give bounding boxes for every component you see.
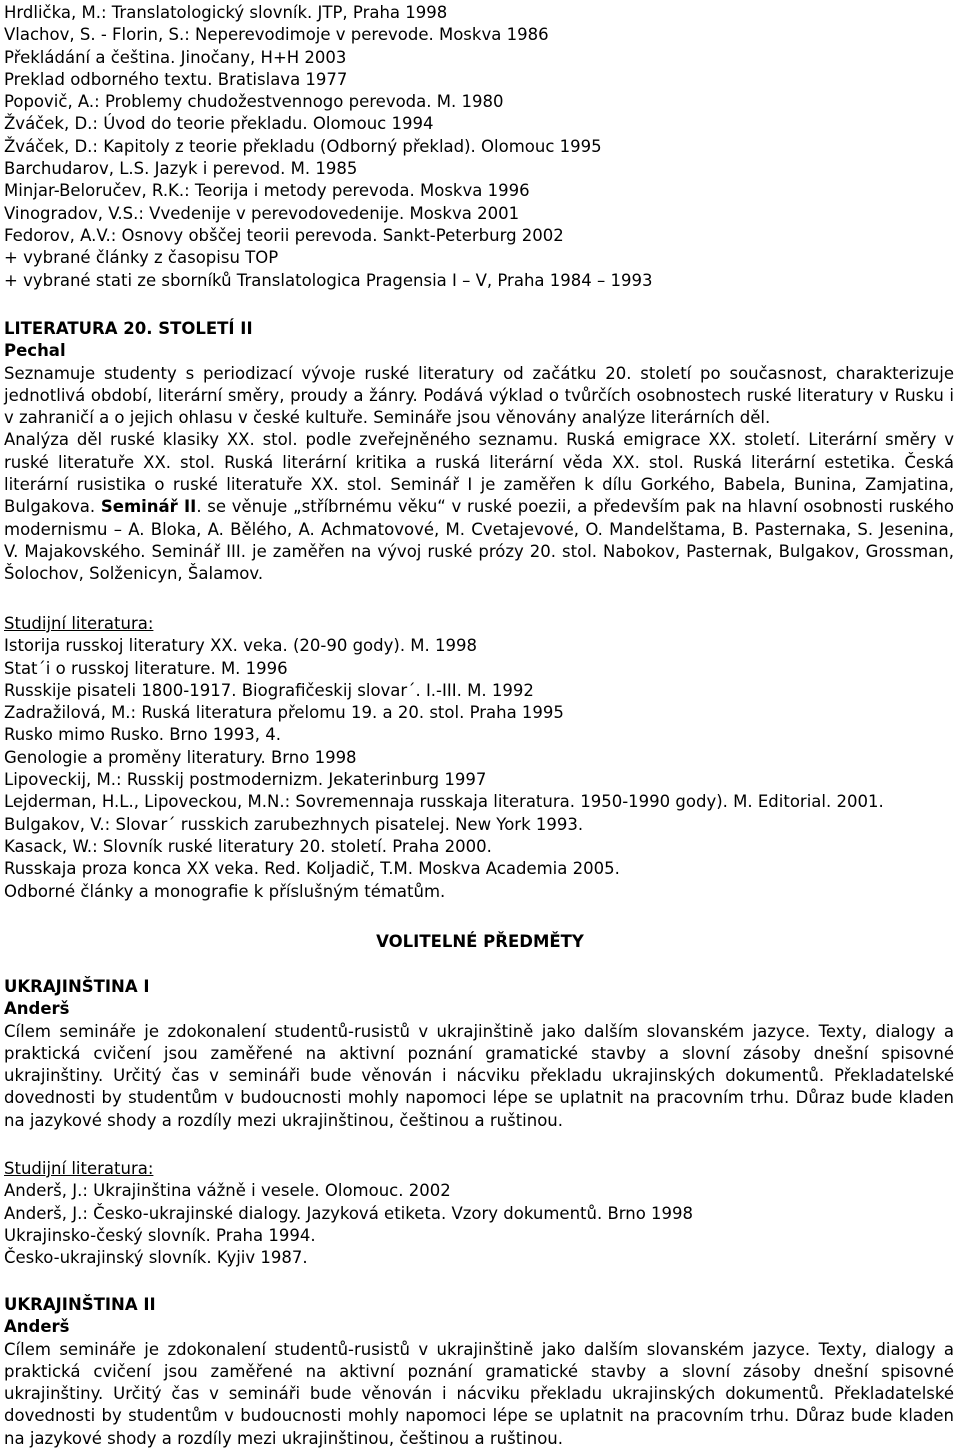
study-literature-lit20 [4, 613, 954, 903]
reference-item: Kasack, W.: Slovník ruské literatury 20. století. Praha 2000. [4, 836, 492, 856]
section-ukrajinstina-1 [4, 976, 954, 1132]
reference-item: Popovič, A.: Problemy chudožestvennogo perevoda. M. 1980 [4, 92, 504, 112]
section-heading: UKRAJINŠTINA II [4, 1295, 156, 1314]
study-literature-ukr1 [4, 1158, 954, 1269]
reference-item: Ukrajinsko-český slovník. Praha 1994. [4, 1225, 316, 1245]
reference-item: Anderš, J.: Česko-ukrajinské dialogy. Jazyková etiketa. Vzory dokumentů. Brno 1998 [4, 1203, 694, 1223]
reference-item: Barchudarov, L.S. Jazyk i perevod. M. 1985 [4, 159, 358, 179]
reference-item: Překládání a čeština. Jinočany, H+H 2003 [4, 47, 347, 67]
reference-item: Lipoveckij, M.: Russkij postmodernizm. Jekaterinburg 1997 [4, 770, 487, 790]
reference-item: Zadražilová, M.: Ruská literatura přelomu 19. a 20. stol. Praha 1995 [4, 703, 564, 723]
teacher-name: Pechal [4, 341, 66, 361]
study-literature-label: Studijní literatura: [4, 614, 154, 633]
teacher-name: Anderš [4, 1317, 70, 1337]
reference-item: Česko-ukrajinský slovník. Kyjiv 1987. [4, 1248, 308, 1268]
course-description: Seznamuje studenty s periodizací vývoje ruské literatury od začátku 20. století po současnost, charakterizuje jednotlivá období, literární směry, proudy a žánry. Podává výklad o tvůrčích osobnostech ruské literatury v Rusku i v zahraničí a o jejich ohlasu v české kultuře. Semináře jsou věnovány analýze literárních děl. [4, 363, 954, 428]
course-description: Cílem semináře je zdokonalení studentů-rusistů v ukrajinštině jako dalším slovanském jazyce. Texty, dialogy a praktická cvičení jsou zaměřené na aktivní poznání gramatické stavby a slovní zásoby dnešní spisovné ukrajinštiny. Určitý čas v semináři bude věnován i nácviku překladu ukrajinských dokumentů. Překladatelské dovednosti by studentům v budoucnosti mohly napomoci lépe se uplatnit na pracovním trhu. Důraz bude kladen na jazykové shody a rozdíly mezi ukrajinštinou, češtinou a ruštinou. [4, 1339, 954, 1448]
section-literatura-20 [4, 318, 954, 586]
reference-item: Anderš, J.: Ukrajinština vážně i vesele. Olomouc. 2002 [4, 1181, 451, 1201]
reference-item: Odborné články a monografie k příslušným tématům. [4, 881, 446, 901]
reference-item: Žváček, D.: Úvod do teorie překladu. Olomouc 1994 [4, 114, 434, 134]
reference-item: Vlachov, S. - Florin, S.: Neperevodimoje v perevode. Moskva 1986 [4, 25, 549, 45]
teacher-name: Anderš [4, 999, 70, 1019]
reference-item: Minjar-Beloručev, R.K.: Teorija i metody perevoda. Moskva 1996 [4, 181, 530, 201]
reference-item: Preklad odborného textu. Bratislava 1977 [4, 69, 348, 89]
reference-item: Istorija russkoj literatury XX. veka. (20-90 gody). M. 1998 [4, 636, 478, 656]
reference-item: Lejderman, H.L., Lipoveckou, M.N.: Sovremennaja russkaja literatura. 1950-1990 gody). M. Editorial. 2001. [4, 792, 884, 812]
reference-item: + vybrané články z časopisu TOP [4, 248, 279, 268]
reference-item: Genologie a proměny literatury. Brno 1998 [4, 747, 357, 767]
section-ukrajinstina-2 [4, 1294, 954, 1450]
section-heading: UKRAJINŠTINA I [4, 977, 150, 996]
reference-item: Fedorov, A.V.: Osnovy obščej teorii perevoda. Sankt-Peterburg 2002 [4, 225, 564, 245]
seminar-2-label: Seminář II [100, 497, 197, 517]
seminar-description [4, 429, 954, 585]
reference-item: + vybrané stati ze sborníků Translatologica Pragensia I – V, Praha 1984 – 1993 [4, 270, 653, 290]
reference-item: Žváček, D.: Kapitoly z teorie překladu (Odborný překlad). Olomouc 1995 [4, 136, 602, 156]
reference-item: Vinogradov, V.S.: Vvedenije v perevodovedenije. Moskva 2001 [4, 203, 520, 223]
reference-item: Rusko mimo Rusko. Brno 1993, 4. [4, 725, 282, 745]
section-heading: LITERATURA 20. STOLETÍ II [4, 319, 253, 338]
reference-item: Hrdlička, M.: Translatologický slovník. JTP, Praha 1998 [4, 3, 448, 22]
volitelne-heading: VOLITELNÉ PŘEDMĚTY [376, 932, 584, 951]
reference-item: Russkaja proza konca XX veka. Red. Koljadič, T.M. Moskva Academia 2005. [4, 859, 620, 879]
seminars-rest: . se věnuje „stříbrnému věku“ v ruské poezii, a především pak na hlavní osobnosti ruského modernismu – A. Bloka, A. Bělého, A. Achmatovové, M. Cvetajevové, O. Mandelštama, B. Pasternaka, S. Jesenina, V. Majakovského. Seminář III. je zaměřen na vývoj ruské prózy 20. stol. Nabokov, Pasternak, Bulgakov, Grossman, Šolochov, Solženicyn, Šalamov. [4, 497, 955, 584]
reference-list [4, 2, 954, 292]
reference-item: Stat´i o russkoj literature. M. 1996 [4, 658, 288, 678]
reference-item: Bulgakov, V.: Slovar´ russkich zarubezhnych pisatelej. New York 1993. [4, 814, 584, 834]
course-description: Cílem semináře je zdokonalení studentů-rusistů v ukrajinštině jako dalším slovanském jazyce. Texty, dialogy a praktická cvičení jsou zaměřené na aktivní poznání gramatické stavby a slovní zásoby dnešní spisovné ukrajinštiny. Určitý čas v semináři bude věnován i nácviku překladu ukrajinských dokumentů. Překladatelské dovednosti by studentům v budoucnosti mohly napomoci lépe se uplatnit na pracovním trhu. Důraz bude kladen na jazykové shody a rozdíly mezi ukrajinštinou, češtinou a ruštinou. [4, 1021, 954, 1130]
reference-item: Russkije pisateli 1800-1917. Biografičeskij slovar´. I.-III. M. 1992 [4, 680, 534, 700]
study-literature-label: Studijní literatura: [4, 1159, 154, 1178]
seminars-lead: Analýza děl ruské klasiky XX. stol. podle zveřejněného seznamu. Ruská emigrace XX. století. Literární směry v ruské literatuře XX. stol. Ruská literární kritika a ruská literární věda XX. stol. Ruská literární estetika. Česká literární rusistika o ruské literatuře XX. stol. Seminář I je zaměřen k dílu Gorkého, Babela, Bunina, Zamjatina, Bulgakova. [4, 430, 954, 517]
